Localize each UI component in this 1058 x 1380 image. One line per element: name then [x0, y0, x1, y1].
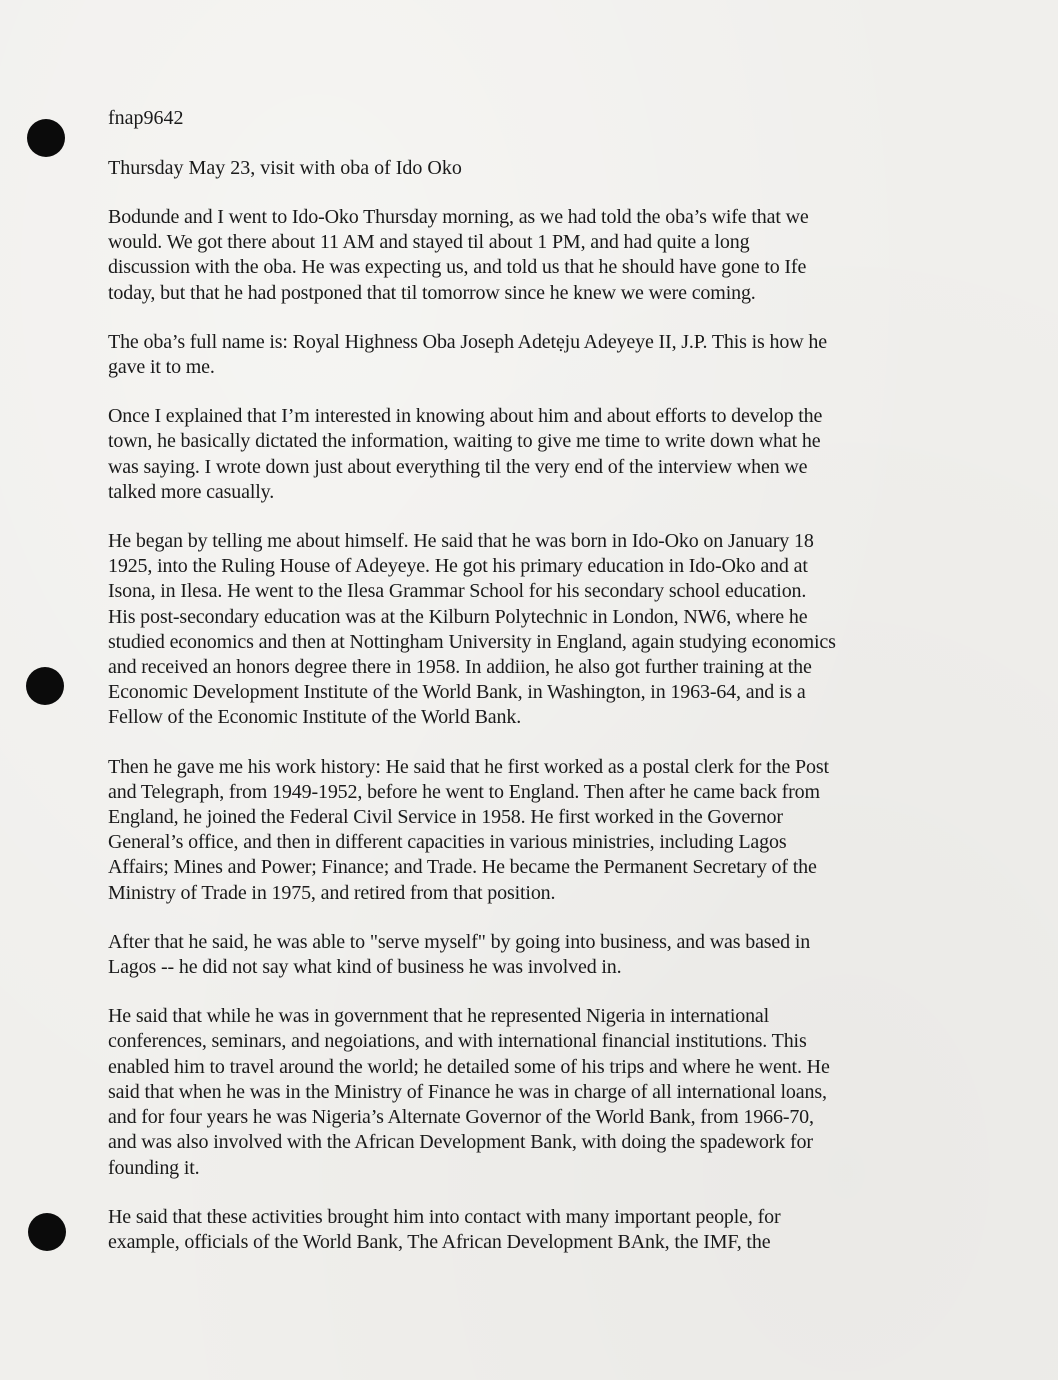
paragraph — [108, 1004, 943, 1180]
text-line: said that when he was in the Ministry of Finance he was in charge of all international loans, — [108, 1080, 827, 1103]
text-line: He said that while he was in government that he represented Nigeria in international — [108, 1005, 770, 1028]
paragraph — [108, 404, 943, 505]
text-line: discussion with the oba. He was expecting us, and told us that he should have gone to Ife — [108, 256, 807, 279]
text-line: Once I explained that I’m interested in knowing about him and about efforts to develop the — [108, 405, 823, 428]
text-line: He said that these activities brought him into contact with many important people, for — [108, 1205, 781, 1228]
text-line: Lagos -- he did not say what kind of business he was involved in. — [108, 956, 622, 979]
text-line: Then he gave me his work history: He said that he first worked as a postal clerk for the Post — [108, 755, 829, 778]
paragraph — [108, 1205, 943, 1255]
text-line: founding it. — [108, 1156, 200, 1179]
text-line: and Telegraph, from 1949-1952, before he went to England. Then after he came back from — [108, 780, 820, 803]
text-line: Isona, in Ilesa. He went to the Ilesa Grammar School for his secondary school education. — [108, 580, 807, 603]
document-id: fnap9642 — [108, 107, 184, 129]
text-line: example, officials of the World Bank, The African Development BAnk, the IMF, the — [108, 1230, 771, 1253]
text-line: studied economics and then at Nottingham University in England, again studying economics — [108, 630, 836, 653]
text-line: He began by telling me about himself. He said that he was born in Ido-Oko on January 18 — [108, 530, 814, 553]
text-line: was saying. I wrote down just about everything til the very end of the interview when we — [108, 455, 808, 478]
text-line: gave it to me. — [108, 356, 215, 379]
text-line: Bodunde and I went to Ido-Oko Thursday morning, as we had told the oba’s wife that we — [108, 206, 809, 228]
paragraph — [108, 205, 943, 306]
text-line: Fellow of the Economic Institute of the World Bank. — [108, 706, 522, 729]
document-body — [108, 106, 943, 1279]
text-line: England, he joined the Federal Civil Service in 1958. He first worked in the Governor — [108, 806, 783, 829]
punch-hole — [27, 119, 65, 157]
punch-hole — [28, 1213, 66, 1251]
text-line: and received an honors degree there in 1958. In addiion, he also got further training at the — [108, 656, 812, 679]
text-line: town, he basically dictated the information, waiting to give me time to write down what he — [108, 430, 821, 453]
text-line: talked more casually. — [108, 480, 275, 503]
text-line: General’s office, and then in different capacities in various ministries, including Lagos — [108, 831, 787, 854]
document-title: Thursday May 23, visit with oba of Ido Oko — [108, 157, 462, 179]
text-line: would. We got there about 11 AM and stayed til about 1 PM, and had quite a long — [108, 231, 750, 254]
text-line: today, but that he had postponed that til tomorrow since he knew we were coming. — [108, 281, 756, 304]
text-line: and was also involved with the African Development Bank, with doing the spadework for — [108, 1131, 813, 1154]
text-line: 1925, into the Ruling House of Adeyeye. He got his primary education in Ido-Oko and at — [108, 555, 808, 578]
paragraph — [108, 529, 943, 731]
text-line: enabled him to travel around the world; he detailed some of his trips and where he went. He — [108, 1055, 830, 1078]
paragraph — [108, 755, 943, 906]
text-line: Affairs; Mines and Power; Finance; and Trade. He became the Permanent Secretary of the — [108, 856, 817, 879]
text-line: and for four years he was Nigeria’s Alternate Governor of the World Bank, from 1966-70, — [108, 1106, 814, 1129]
text-line: The oba’s full name is: Royal Highness Oba Joseph Adetẹju Adeyeye II, J.P. This is how he — [108, 330, 827, 353]
paragraph — [108, 930, 943, 980]
paragraph — [108, 330, 943, 380]
text-line: Economic Development Institute of the World Bank, in Washington, in 1963-64, and is a — [108, 681, 806, 704]
text-line: His post-secondary education was at the Kilburn Polytechnic in London, NW6, where he — [108, 605, 808, 628]
punch-hole — [26, 667, 64, 705]
text-line: conferences, seminars, and negoiations, and with international financial institutions. This — [108, 1030, 807, 1053]
text-line: After that he said, he was able to "serve myself" by going into business, and was based in — [108, 930, 811, 953]
text-line: Ministry of Trade in 1975, and retired from that position. — [108, 881, 556, 904]
